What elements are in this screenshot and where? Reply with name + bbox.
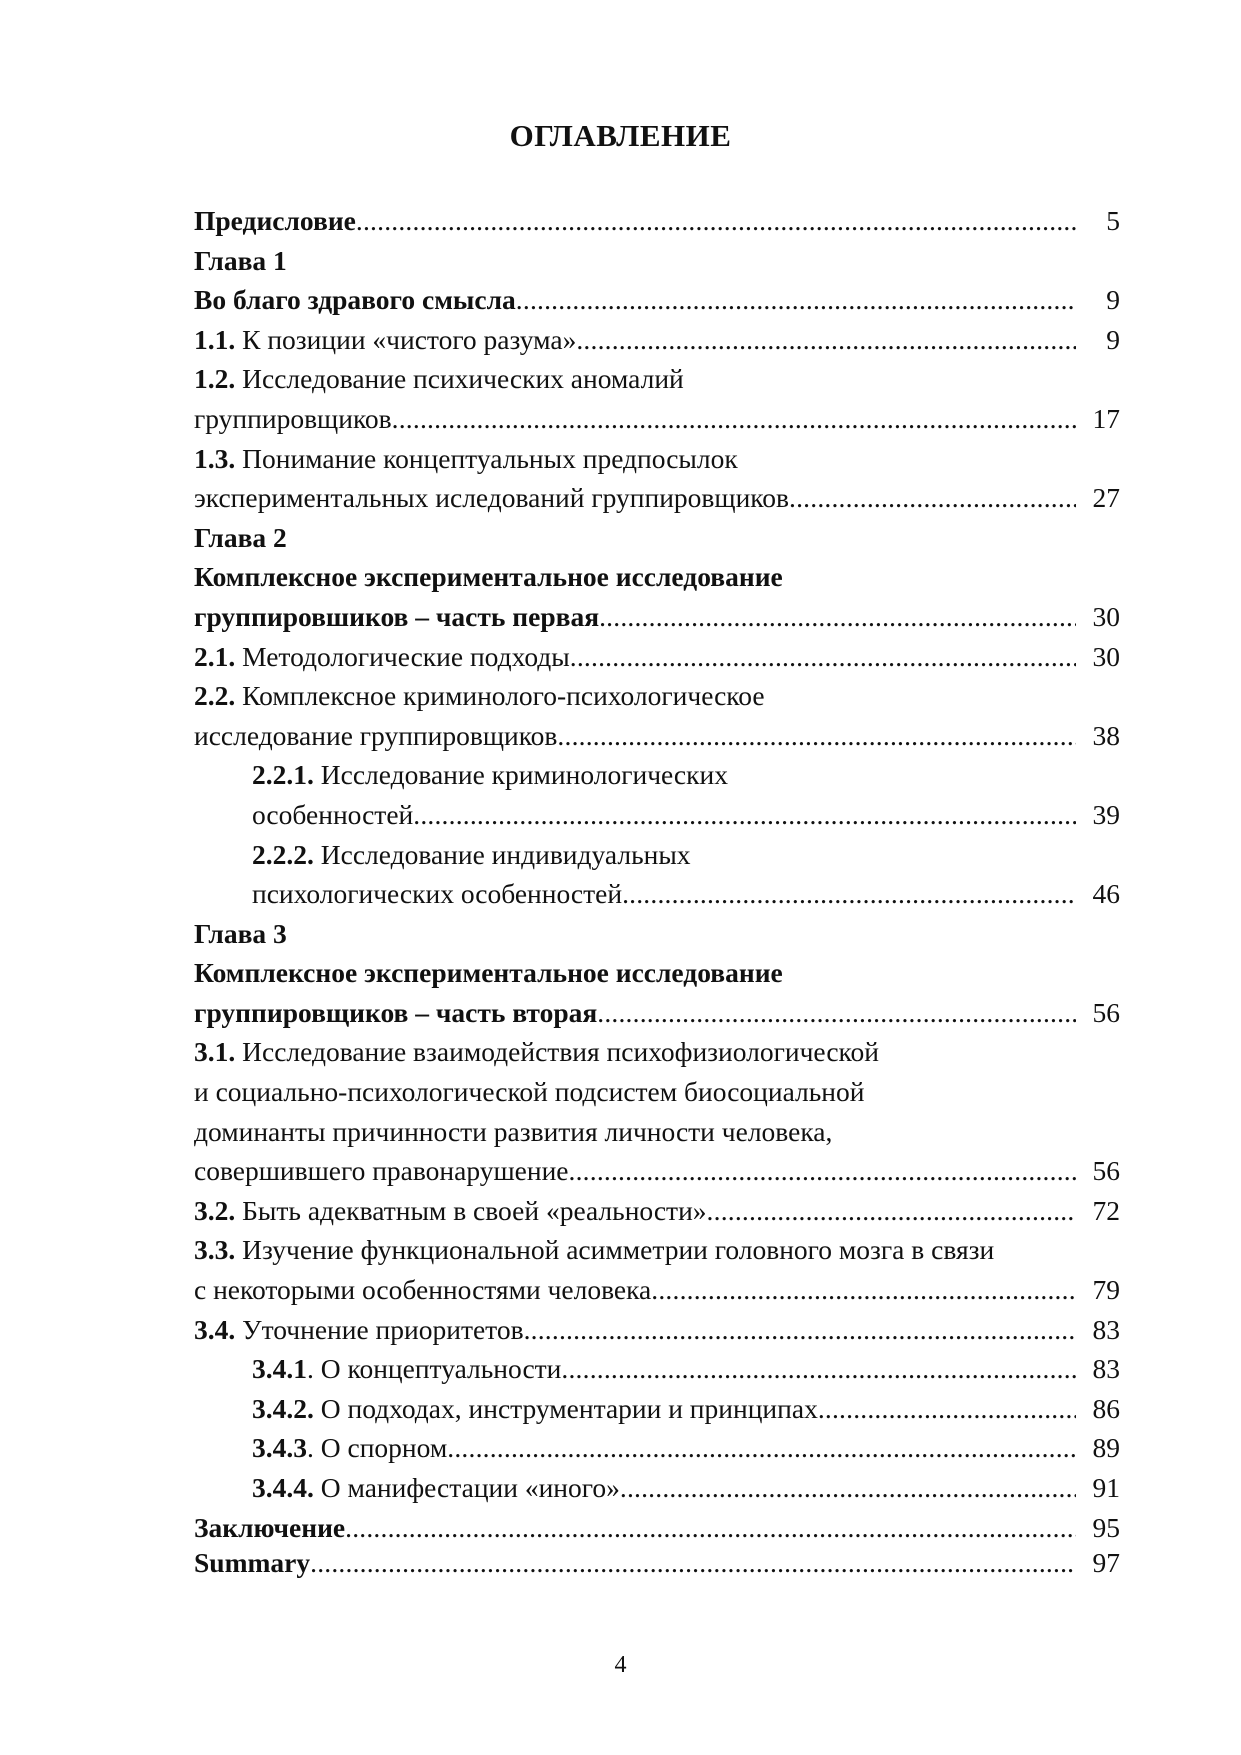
toc-entry <box>194 835 1124 875</box>
toc-entry-title: психологических особенностей <box>252 878 623 910</box>
toc-entry-title: Во благо здравого смысла <box>194 284 516 316</box>
dot-leader <box>561 1349 1076 1389</box>
toc-entry <box>194 478 1124 518</box>
toc-entry-number: 3.4. <box>194 1313 236 1345</box>
toc-entry <box>194 201 1124 241</box>
dot-leader <box>392 399 1076 439</box>
toc-entry-title: Комплексное криминолого-психологическое <box>235 680 765 712</box>
toc-entry <box>194 280 1124 320</box>
toc-entry-number: 3.4.3 <box>252 1432 307 1464</box>
toc-entry-page: 39 <box>1092 798 1120 830</box>
toc-entry <box>194 637 1124 677</box>
toc-entry <box>194 993 1124 1033</box>
toc-entry-number: 3.4.1 <box>252 1353 307 1385</box>
toc-entry <box>194 1112 1124 1152</box>
toc-entry <box>194 1072 1124 1112</box>
dot-leader <box>620 1468 1076 1508</box>
toc-entry-page: 17 <box>1092 402 1120 434</box>
toc-entry-title: . О спорном <box>307 1432 448 1464</box>
toc-entry-number: 3.3. <box>194 1234 236 1266</box>
toc-entry-title: Глава 2 <box>194 521 287 553</box>
toc-entry <box>194 1151 1124 1191</box>
toc-entry-title: Исследование криминологических <box>313 759 728 791</box>
dot-leader <box>651 1270 1076 1310</box>
toc-entry <box>194 1191 1124 1231</box>
toc-entry <box>194 1508 1124 1548</box>
toc-entry <box>194 1349 1124 1389</box>
toc-entry-page: 97 <box>1092 1547 1120 1579</box>
toc-entry-title: Изучение функциональной асимметрии головного мозга в связи <box>235 1234 995 1266</box>
toc-entry <box>194 597 1124 637</box>
toc-entry-title: Исследование психических аномалий <box>235 363 684 395</box>
toc-entry <box>194 755 1124 795</box>
toc-entry-page: 9 <box>1106 284 1120 316</box>
table-of-contents <box>194 201 1124 1578</box>
toc-entry-title: исследование группировщиков <box>194 719 558 751</box>
toc-entry-number: 2.2. <box>194 680 236 712</box>
toc-entry <box>194 953 1124 993</box>
toc-entry-title: Заключение <box>194 1511 346 1543</box>
toc-entry-page: 9 <box>1106 323 1120 355</box>
toc-entry-number: 2.2.1. <box>252 759 314 791</box>
toc-entry-number: 3.1. <box>194 1036 236 1068</box>
dot-leader <box>818 1389 1076 1429</box>
dot-leader <box>516 280 1076 320</box>
toc-entry <box>194 439 1124 479</box>
toc-entry <box>194 874 1124 914</box>
toc-entry-number: 1.1. <box>194 323 236 355</box>
toc-entry-number: 3.4.4. <box>252 1472 314 1503</box>
dot-leader <box>413 795 1076 835</box>
toc-entry-page: 38 <box>1092 719 1120 751</box>
dot-leader <box>576 320 1076 360</box>
toc-entry-title: Комплексное экспериментальное исследование <box>194 561 783 593</box>
toc-entry-page: 56 <box>1092 1155 1120 1187</box>
dot-leader <box>707 1191 1076 1231</box>
toc-entry-title: Исследование индивидуальных <box>313 838 691 870</box>
toc-entry <box>194 557 1124 597</box>
toc-entry-title: Понимание концептуальных предпосылок <box>235 442 738 474</box>
toc-entry-number: 2.2.2. <box>252 838 314 870</box>
toc-entry-number: 2.1. <box>194 640 236 672</box>
toc-entry <box>194 676 1124 716</box>
toc-entry <box>194 1389 1124 1429</box>
dot-leader <box>557 716 1076 756</box>
toc-entry-title: с некоторыми особенностями человека <box>194 1274 652 1306</box>
toc-entry-title: группировшиков – часть первая <box>194 600 600 632</box>
dot-leader <box>345 1508 1076 1548</box>
toc-entry-page: 30 <box>1092 600 1120 632</box>
toc-entry <box>194 1310 1124 1350</box>
toc-entry-page: 27 <box>1092 482 1120 514</box>
toc-entry-title: совершившего правонарушение <box>194 1155 569 1187</box>
toc-entry-page: 89 <box>1092 1432 1120 1464</box>
toc-entry <box>194 1230 1124 1270</box>
toc-entry-number: 1.2. <box>194 363 236 395</box>
toc-entry-title: Быть адекватным в своей «реальности» <box>235 1194 707 1226</box>
toc-entry-page: 95 <box>1092 1511 1120 1543</box>
toc-entry-page: 30 <box>1092 640 1120 672</box>
toc-entry <box>194 320 1124 360</box>
page-number: 4 <box>614 1652 627 1678</box>
dot-leader <box>789 478 1076 518</box>
toc-entry-title: Глава 3 <box>194 917 287 949</box>
toc-entry-title: Предисловие <box>194 205 356 236</box>
toc-entry-page: 5 <box>1106 205 1120 236</box>
dot-leader <box>622 874 1076 914</box>
toc-entry-title: Глава 1 <box>194 244 287 276</box>
toc-entry <box>194 359 1124 399</box>
toc-entry-title: и социально-психологической подсистем биосоциальной <box>194 1076 865 1108</box>
toc-entry-title: группировщиков <box>194 402 392 434</box>
page-title: ОГЛАВЛЕНИЕ <box>509 118 732 153</box>
toc-entry-title: Методологические подходы <box>235 640 570 672</box>
dot-leader <box>356 201 1076 241</box>
toc-entry <box>194 399 1124 439</box>
toc-entry-page: 72 <box>1092 1194 1120 1226</box>
toc-entry-title: Комплексное экспериментальное исследование <box>194 957 783 989</box>
toc-entry-title: К позиции «чистого разума» <box>235 323 577 355</box>
toc-entry-title: особенностей <box>252 798 414 830</box>
toc-entry-title: доминанты причинности развития личности человека, <box>194 1115 833 1147</box>
toc-entry-number: 3.4.2. <box>252 1392 314 1424</box>
toc-entry <box>194 1032 1124 1072</box>
toc-entry-page: 79 <box>1092 1274 1120 1306</box>
toc-entry-number: 3.2. <box>194 1194 236 1226</box>
toc-entry-page: 83 <box>1092 1313 1120 1345</box>
toc-entry-page: 86 <box>1092 1392 1120 1424</box>
toc-entry <box>194 914 1124 954</box>
dot-leader <box>524 1310 1076 1350</box>
toc-entry <box>194 518 1124 558</box>
toc-entry-number: 1.3. <box>194 442 236 474</box>
dot-leader <box>310 1547 1076 1578</box>
toc-entry-title: . О концептуальности <box>307 1353 562 1385</box>
toc-entry <box>194 241 1124 281</box>
toc-entry-page: 46 <box>1092 878 1120 910</box>
toc-entry-title: О подходах, инструментарии и принципах <box>313 1392 818 1424</box>
toc-entry-title: О манифестации «иного» <box>313 1472 620 1503</box>
dot-leader <box>599 597 1076 637</box>
toc-entry <box>194 1468 1124 1508</box>
toc-entry-title: Исследование взаимодействия психофизиологической <box>235 1036 879 1068</box>
toc-entry-page: 56 <box>1092 996 1120 1028</box>
toc-entry <box>194 1547 1124 1578</box>
toc-entry-title: экспериментальных иследований группировщиков <box>194 482 790 514</box>
toc-entry-page: 91 <box>1092 1472 1120 1503</box>
toc-entry-title: Summary <box>194 1547 311 1579</box>
dot-leader <box>597 993 1076 1033</box>
dot-leader <box>570 637 1076 677</box>
toc-entry-title: Уточнение приоритетов <box>235 1313 524 1345</box>
dot-leader <box>447 1428 1076 1468</box>
toc-entry <box>194 795 1124 835</box>
dot-leader <box>569 1151 1076 1191</box>
toc-entry-title: группировщиков – часть вторая <box>194 996 598 1028</box>
toc-entry-page: 83 <box>1092 1353 1120 1385</box>
toc-entry <box>194 716 1124 756</box>
toc-entry <box>194 1428 1124 1468</box>
toc-entry <box>194 1270 1124 1310</box>
